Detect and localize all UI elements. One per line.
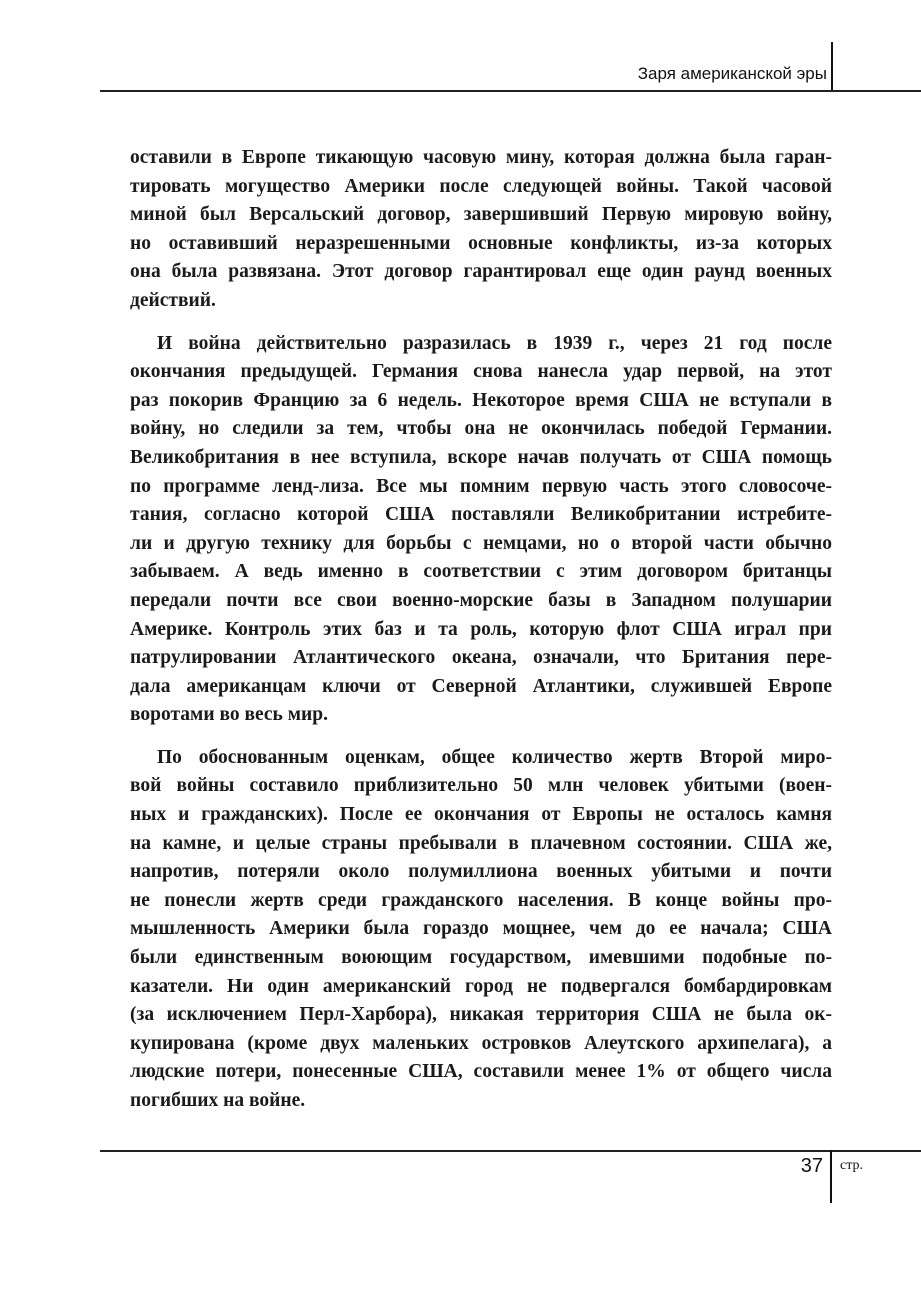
text-line: окончания предыдущей. Германия снова нанесла удар первой, на этот [130, 361, 832, 383]
text-line: мышленность Америки была гораздо мощнее, чем до ее начала; США [130, 918, 832, 940]
text-line: патрулировании Атлантического океана, означали, что Британия пере- [130, 647, 832, 669]
text-line: По обоснованным оценкам, общее количество жертв Второй миро- [157, 746, 832, 768]
paragraph [130, 744, 832, 1116]
text-line: оставили в Европе тикающую часовую мину, которая должна была гаран- [130, 147, 832, 168]
paragraph [130, 144, 832, 316]
text-line: передали почти все свои военно-морские базы в Западном полушарии [130, 589, 832, 611]
text-line: тировать могущество Америки после следующей войны. Такой часовой [130, 175, 832, 197]
text-line: ных и гражданских). После ее окончания от Европы не осталось камня [130, 804, 832, 826]
body-text [130, 144, 832, 1116]
text-line: были единственным воюющим государством, имевшими подобные по- [130, 947, 832, 969]
text-line: погибших на войне. [130, 1090, 306, 1111]
text-line: казатели. Ни один американский город не подвергался бомбардировкам [130, 975, 832, 997]
text-line: ли и другую технику для борьбы с немцами, но о второй части обычно [130, 532, 832, 554]
text-line: она была развязана. Этот договор гарантировал еще один раунд военных [130, 261, 832, 283]
text-line: действий. [130, 289, 216, 311]
page-number: 37 [800, 1155, 823, 1177]
text-line: не понесли жертв среди гражданского населения. В конце войны про- [130, 889, 832, 911]
text-line: воротами во весь мир. [130, 704, 328, 726]
text-line: (за исключением Перл-Харбора), никакая территория США не была ок- [130, 1004, 832, 1026]
text-line: напротив, потеряли около полумиллиона военных убитыми и почти [130, 861, 832, 883]
running-header: Заря американской эры [637, 64, 827, 83]
text-line: раз покорив Францию за 6 недель. Некоторое время США не вступали в [130, 389, 832, 411]
text-line: войну, но следили за тем, чтобы она не окончилась победой Германии. [130, 418, 832, 440]
text-line: вой войны составило приблизительно 50 млн человек убитыми (воен- [130, 775, 832, 797]
page-label: стр. [840, 1158, 864, 1173]
footer-divider [830, 1150, 832, 1203]
text-line: миной был Версальский договор, завершивший Первую мировую войну, [130, 204, 832, 226]
text-line: Америке. Контроль этих баз и та роль, которую флот США играл при [130, 618, 832, 640]
text-line: купирована (кроме двух маленьких островков Алеутского архипелага), а [130, 1032, 832, 1054]
text-line: забываем. А ведь именно в соответствии с этим договором британцы [130, 561, 832, 583]
footer-rule [100, 1150, 921, 1152]
text-line: по программе ленд-лиза. Все мы помним первую часть этого словосоче- [130, 475, 832, 497]
text-line: людские потери, понесенные США, составили менее 1% от общего числа [130, 1061, 832, 1083]
text-line: тания, согласно которой США поставляли Великобритании истребите- [130, 504, 832, 526]
text-line: И война действительно разразилась в 1939 г., через 21 год после [157, 332, 832, 354]
header-divider [831, 42, 833, 92]
text-line: но оставивший неразрешенными основные конфликты, из-за которых [130, 232, 832, 254]
text-line: на камне, и целые страны пребывали в плачевном состоянии. США же, [130, 832, 832, 854]
paragraph [130, 330, 832, 730]
header-rule [100, 90, 921, 92]
text-line: дала американцам ключи от Северной Атлантики, служившей Европе [130, 675, 832, 697]
text-line: Великобритания в нее вступила, вскоре начав получать от США помощь [130, 446, 832, 468]
